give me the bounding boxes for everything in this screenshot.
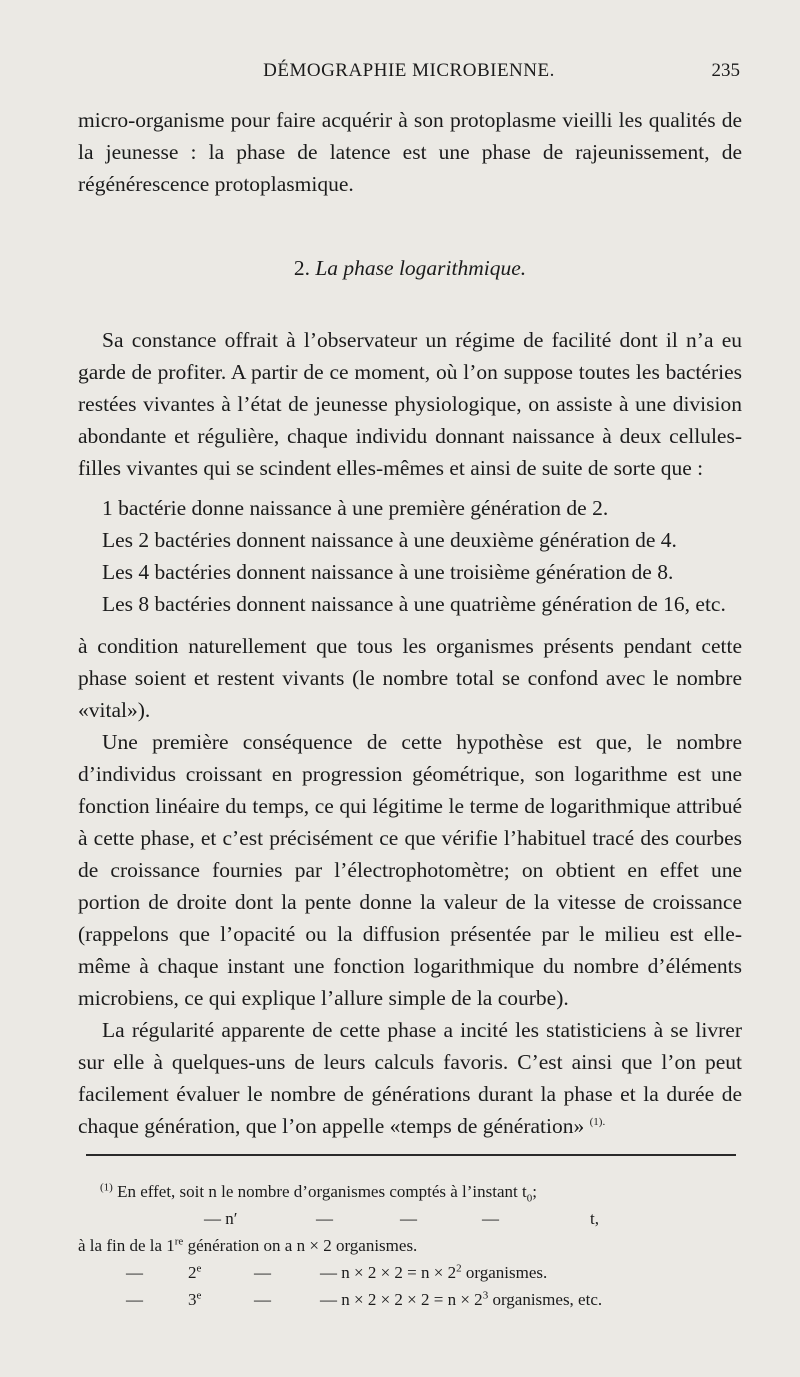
footnote-text: —: [254, 1290, 271, 1309]
running-title: DÉMOGRAPHIE MICROBIENNE.: [263, 60, 555, 81]
footnote-superscript: 3: [482, 1289, 489, 1302]
list-item: Les 8 bactéries donnent naissance à une quatrième génération de 16, etc.: [102, 592, 726, 616]
footnote-block: [78, 1178, 742, 1313]
footnote-text: —: [254, 1263, 271, 1282]
list-item: Les 2 bactéries donnent naissance à une deuxième génération de 4.: [102, 528, 677, 552]
footnote-text: —: [126, 1263, 143, 1282]
running-header: [78, 60, 740, 90]
footnote-text: —: [400, 1209, 417, 1228]
footnote-text: organismes, etc.: [488, 1290, 603, 1309]
paragraph-5: [78, 1014, 742, 1142]
footnote-line-5: [78, 1286, 742, 1313]
footnote-line-1: [78, 1178, 742, 1205]
footnote-text: — n′: [204, 1209, 238, 1228]
footnote-text: [188, 1286, 201, 1313]
footnote-line-4: [78, 1259, 742, 1286]
footnote-text: [320, 1286, 602, 1313]
footnote-line-3: [78, 1232, 742, 1259]
paragraph-4: Une première conséquence de cette hypothèse est que, le nombre d’individus croissant en progression géométrique, son logarithme est une fonction linéaire du temps, ce qui légitime le terme de logarithmique attribué à cette phase, et c’est précisément ce que vérifie l’habituel tracé des courbes de croissance fournies par l’électrophotomètre; on obtient en effet une portion de droite dont la pente donne la valeur de la vitesse de croissance (rappelons que l’opacité ou la diffusion présentée par le milieu est elle-même à chaque instant une fonction logarithmique du nombre d’éléments microbiens, ce qui explique l’allure simple de la courbe).: [78, 730, 742, 1010]
footnote-text: — n × 2 × 2 = n × 2: [320, 1263, 457, 1282]
footnote-superscript: re: [174, 1235, 184, 1248]
footnote-text: —: [316, 1209, 333, 1228]
footnote-divider: [86, 1154, 736, 1156]
footnote-text: à la fin de la 1: [78, 1236, 175, 1255]
paragraph-3: à condition naturellement que tous les organismes présents pendant cette phase soient et restent vivants (le nombre total se confond avec le nombre «vital»).: [78, 634, 742, 722]
footnote-marker: (1): [100, 1181, 113, 1194]
paragraph-1: micro-organisme pour faire acquérir à son protoplasme vieilli les qualités de la jeunesse : la phase de latence est une phase de rajeunissement, de régénérescence protoplasmique.: [78, 108, 742, 196]
footnote-text: 3: [188, 1290, 197, 1309]
footnote-text: génération on a n × 2 organismes.: [183, 1236, 418, 1255]
section-number: 2.: [293, 256, 310, 280]
footnote-text: — n × 2 × 2 × 2 = n × 2: [320, 1290, 483, 1309]
footnote-superscript: e: [196, 1289, 202, 1302]
footnote-text: [320, 1259, 547, 1286]
list-item: 1 bactérie donne naissance à une première génération de 2.: [102, 496, 609, 520]
page-body: [78, 104, 742, 1142]
paragraph-2: Sa constance offrait à l’observateur un régime de facilité dont il n’a eu garde de profiter. A partir de ce moment, où l’on suppose toutes les bactéries restées vivantes à l’état de jeunesse physiologique, on assiste à une division abondante et régulière, chaque individu donnant naissance à deux cellules-filles vivantes qui se scindent elles-mêmes et ainsi de suite de sorte que :: [78, 328, 742, 480]
footnote-text: organismes.: [461, 1263, 548, 1282]
list-item: Les 4 bactéries donnent naissance à une troisième génération de 8.: [102, 560, 674, 584]
page-number: 235: [711, 60, 740, 81]
section-title: La phase logarithmique.: [315, 256, 527, 280]
footnote-text: t,: [590, 1209, 599, 1228]
footnote-text: ;: [532, 1182, 537, 1201]
footnote-superscript: 2: [456, 1262, 462, 1275]
footnote-text: —: [482, 1209, 499, 1228]
footnote-superscript: e: [196, 1262, 202, 1275]
generation-list: [78, 492, 742, 620]
footnote-text: —: [126, 1290, 143, 1309]
footnote-line-2: [78, 1205, 742, 1232]
footnote-text: [188, 1259, 201, 1286]
footnote-text: 2: [188, 1263, 197, 1282]
footnote-subscript: 0: [526, 1192, 533, 1205]
footnote-text: En effet, soit n le nombre d’organismes comptés à l’instant t: [117, 1182, 527, 1201]
paragraph-5-text: La régularité apparente de cette phase a incité les statisticiens à se livrer sur elle à quelques-uns de leurs calculs favoris. C’est ainsi que l’on peut facilement évaluer le nombre de générations durant la phase et la durée de chaque génération, que l’on appelle «temps de génération»: [78, 1018, 742, 1138]
footnote-reference: (1).: [589, 1115, 606, 1128]
section-heading: [78, 252, 742, 284]
